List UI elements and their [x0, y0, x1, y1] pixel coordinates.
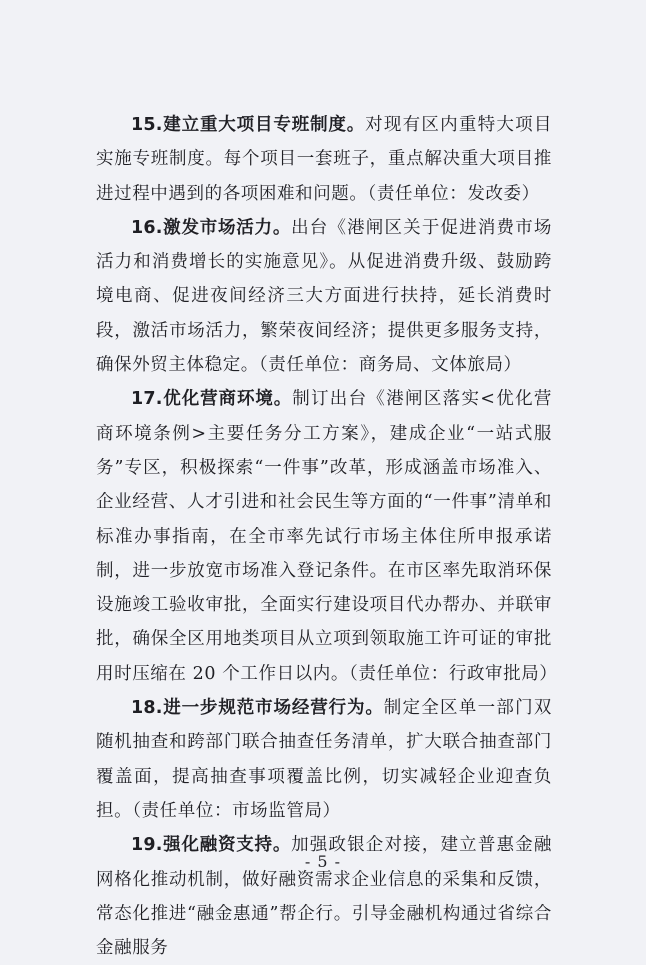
- paragraph-19: [96, 828, 552, 965]
- paragraph-heading: 19.强化融资支持。: [131, 835, 292, 856]
- paragraph-text: 对现有区内重特大项目实施专班制度。每个项目一套班子，重点解决重大项目推进过程中遇到的各项困难和问题。（责任单位：发改委）: [96, 115, 552, 204]
- paragraph-heading: 16.激发市场活力。: [131, 217, 292, 238]
- paragraph-heading: 17.优化营商环境。: [131, 389, 293, 410]
- document-body: [96, 108, 558, 965]
- paragraph-text: 制订出台《港闸区落实<优化营商环境条例>主要任务分工方案》，建成企业“一站式服务”专区，积极探索“一件事”改革，形成涵盖市场准入、企业经营、人才引进和社会民生等方面的“一件事”清单和标准办事指南，在全市率先试行市场主体住所申报承诺制，进一步放宽市场准入登记条件。在市区率先取消环保设施竣工验收审批，全面实行建设项目代办帮办、并联审批，确保全区用地类项目从立项到领取施工许可证的审批用时压缩在 20 个工作日以内。（责任单位：行政审批局）: [96, 389, 558, 684]
- paragraph-heading: 15.建立重大项目专班制度。: [131, 115, 366, 135]
- paragraph-17: [96, 382, 558, 691]
- paragraph-16: [96, 211, 552, 382]
- paragraph-text: 制定全区单一部门双随机抽查和跨部门联合抽查任务清单，扩大联合抽查部门覆盖面，提高抽查事项覆盖比例，切实减轻企业迎查负担。（责任单位：市场监管局）: [96, 698, 552, 821]
- paragraph-18: [96, 691, 552, 828]
- paragraph-text: 加强政银企对接，建立普惠金融网格化推动机制，做好融资需求企业信息的采集和反馈，常态化推进“融金惠通”帮企行。引导金融机构通过省综合金融服务: [96, 835, 552, 959]
- page-number: - 5 -: [304, 852, 342, 871]
- paragraph-15: [96, 108, 552, 211]
- paragraph-text: 出台《港闸区关于促进消费市场活力和消费增长的实施意见》。从促进消费升级、鼓励跨境电商、促进夜间经济三大方面进行扶持，延长消费时段，激活市场活力，繁荣夜间经济；提供更多服务支持，确保外贸主体稳定。（责任单位：商务局、文体旅局）: [96, 217, 552, 376]
- paragraph-heading: 18.进一步规范市场经营行为。: [131, 698, 384, 719]
